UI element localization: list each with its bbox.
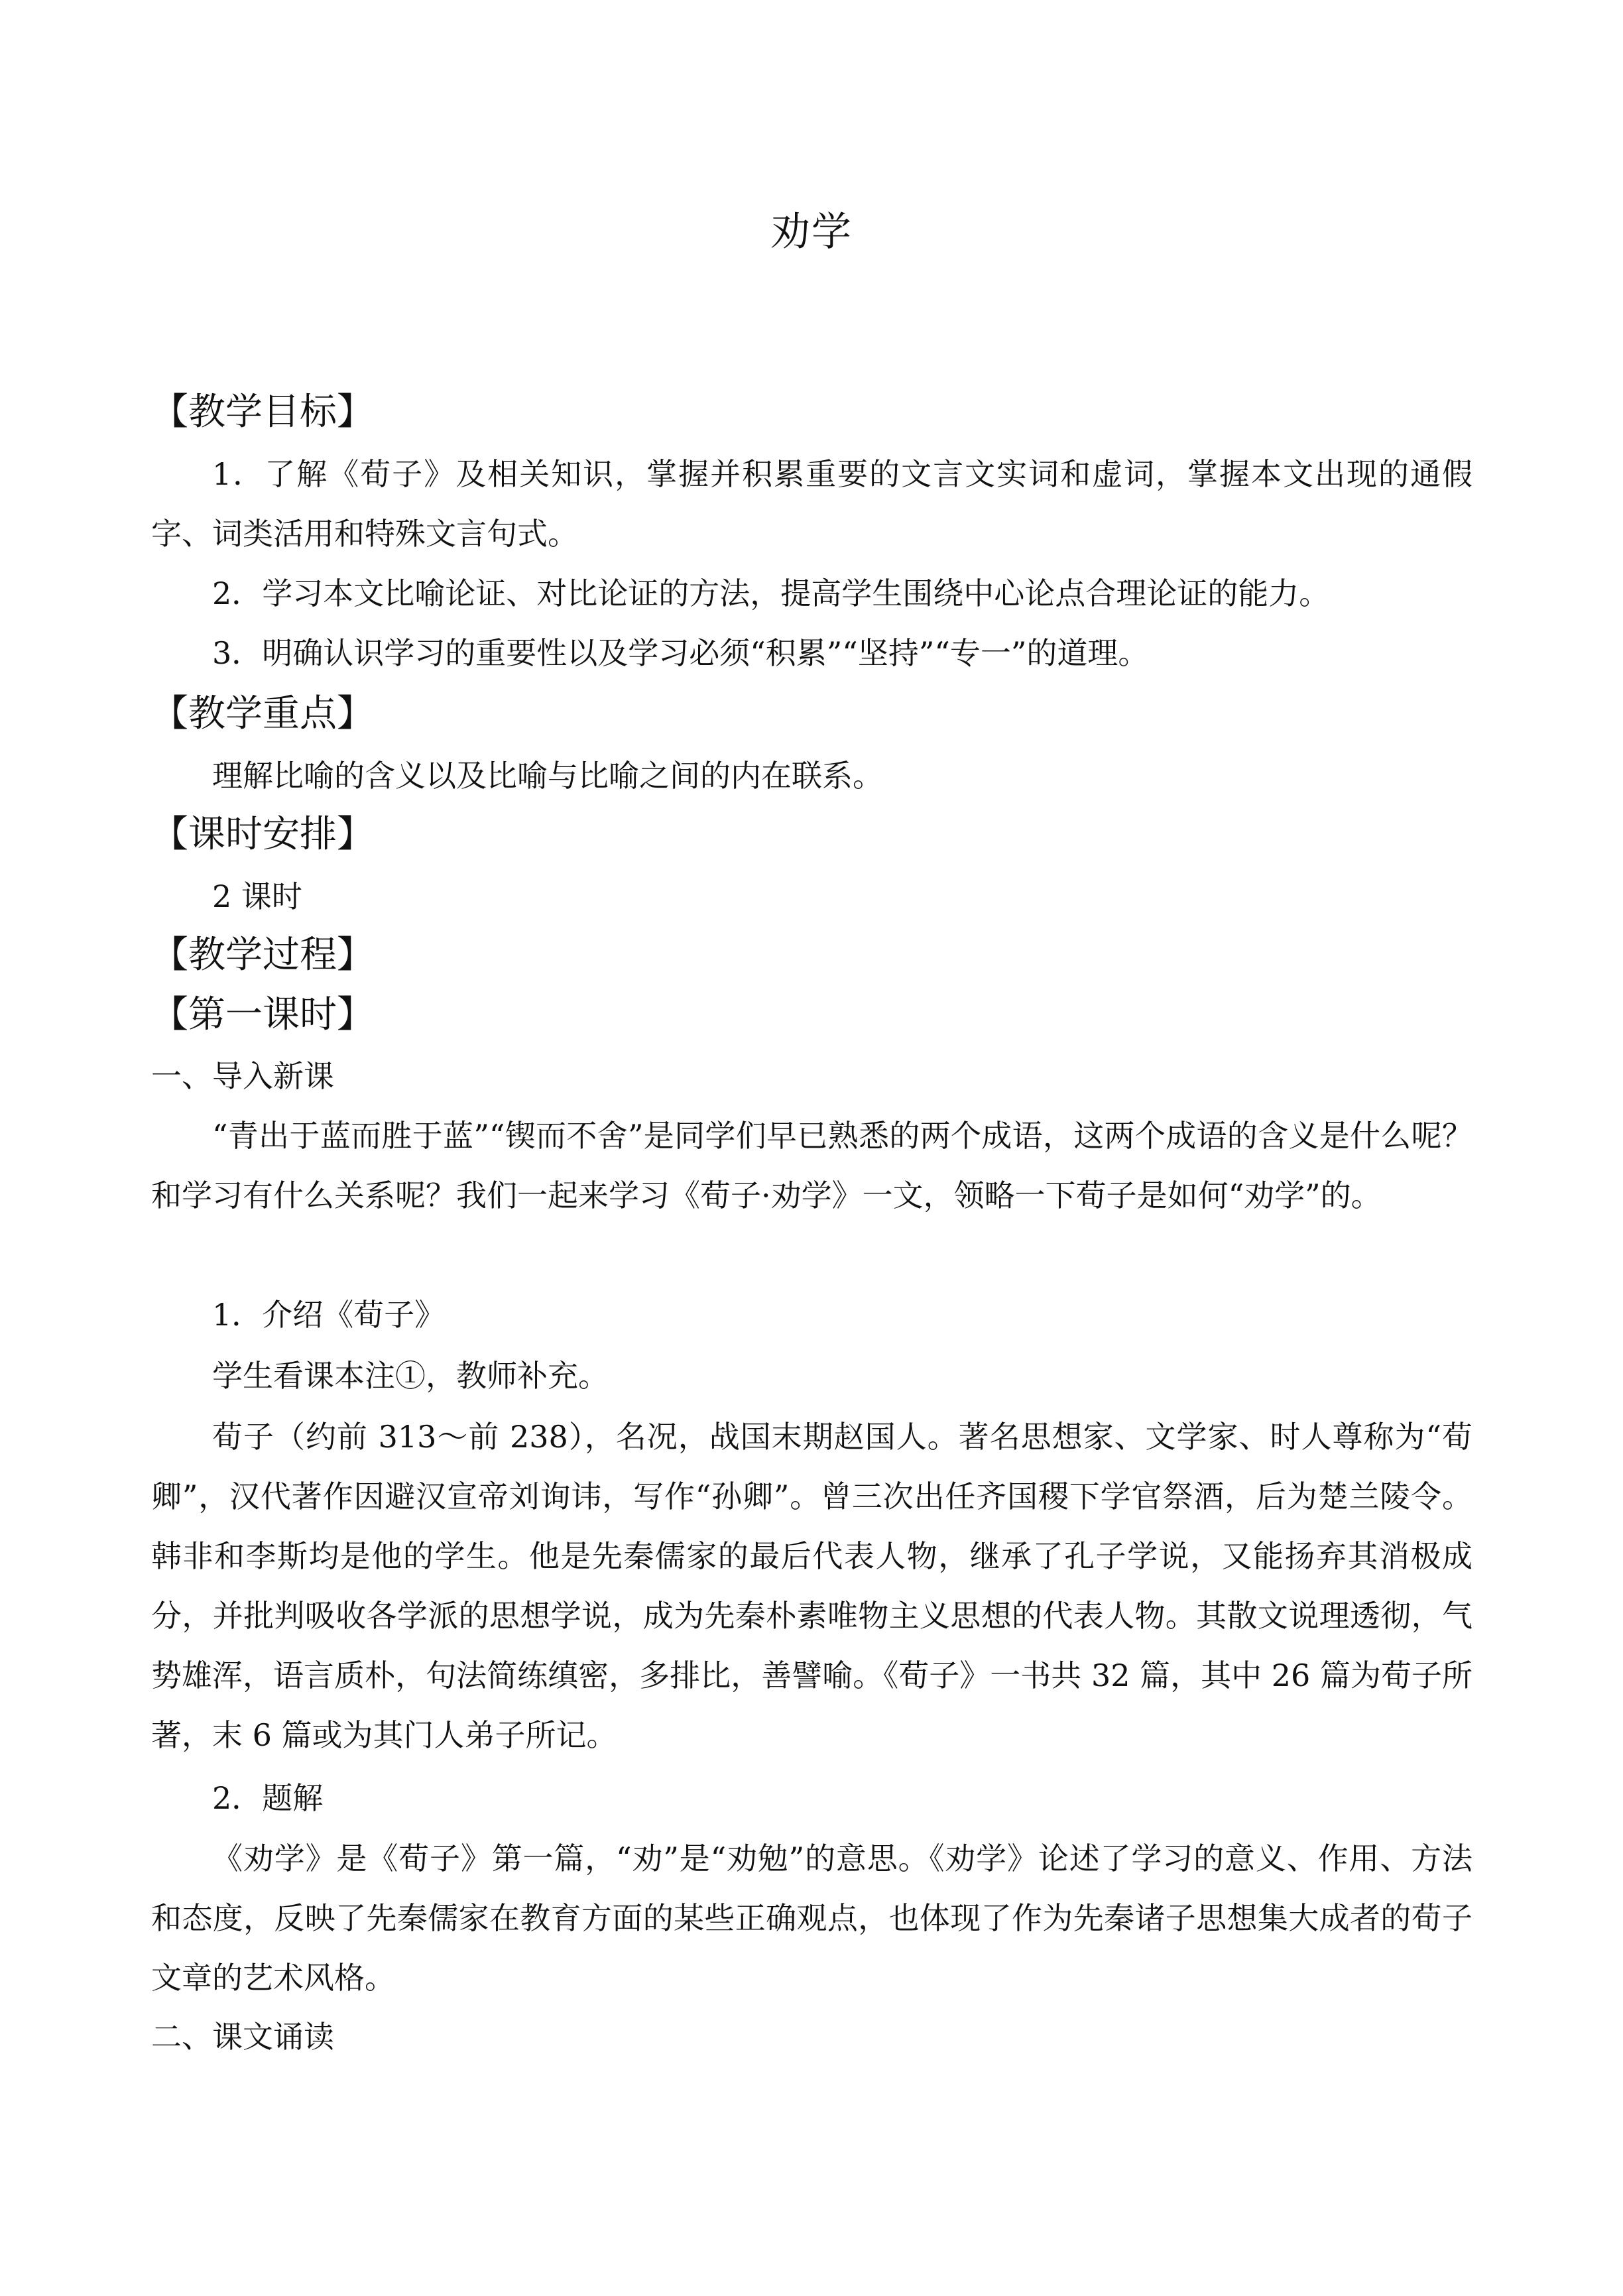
sub-2-text: 《劝学》是《荀子》第一篇，“劝”是“劝勉”的意思。《劝学》论述了学习的意义、作用、方法和态度，反映了先秦儒家在教育方面的某些正确观点，也体现了作为先秦诸子思想集大成者的荀子文章的艺术风格。 bbox=[151, 1841, 1473, 1996]
page-title: 劝学 bbox=[770, 209, 853, 255]
key-points-text: 理解比喻的含义以及比喻与比喻之间的内在联系。 bbox=[212, 758, 883, 794]
heading-objectives: 【教学目标】 bbox=[151, 391, 374, 434]
heading-key-points: 【教学重点】 bbox=[151, 692, 374, 735]
objective-1: 1．了解《荀子》及相关知识，掌握并积累重要的文言文实词和虚词，掌握本文出现的通假字、词类活用和特殊文言句式。 bbox=[151, 456, 1473, 552]
sub-1-text: 荀子（约前 313～前 238），名况，战国末期赵国人。著名思想家、文学家、时人尊称为“荀卿”，汉代著作因避汉宣帝刘询讳，写作“孙卿”。曾三次出任齐国稷下学官祭酒，后为楚兰陵令。韩非和李斯均是他的学生。他是先秦儒家的最后代表人物，继承了孔子学说，又能扬弃其消极成分，并批判吸收各学派的思想学说，成为先秦朴素唯物主义思想的代表人物。其散文说理透彻，气势雄浑，语言质朴，句法简练缜密，多排比，善譬喻。《荀子》一书共 32 篇，其中 26 篇为荀子所著，末 6 篇或为其门人弟子所记。 bbox=[151, 1419, 1473, 1753]
heading-schedule: 【课时安排】 bbox=[151, 813, 374, 856]
sub-1-note: 学生看课本注①，教师补充。 bbox=[212, 1358, 609, 1394]
section-2-title: 二、课文诵读 bbox=[151, 2019, 334, 2055]
sub-2-title: 2．题解 bbox=[212, 1780, 324, 1816]
heading-first-lesson: 【第一课时】 bbox=[151, 993, 374, 1036]
heading-process: 【教学过程】 bbox=[151, 934, 374, 977]
sub-1-title: 1．介绍《荀子》 bbox=[212, 1297, 446, 1333]
objective-3: 3．明确认识学习的重要性以及学习必须“积累”“坚持”“专一”的道理。 bbox=[212, 635, 1149, 671]
section-1-intro: “青出于蓝而胜于蓝”“锲而不舍”是同学们早已熟悉的两个成语，这两个成语的含义是什么呢？和学习有什么关系呢？我们一起来学习《荀子·劝学》一文，领略一下荀子是如何“劝学”的。 bbox=[151, 1118, 1473, 1213]
schedule-text: 2 课时 bbox=[212, 878, 302, 914]
section-1-title: 一、导入新课 bbox=[151, 1058, 334, 1094]
objective-2: 2．学习本文比喻论证、对比论证的方法，提高学生围绕中心论点合理论证的能力。 bbox=[212, 575, 1330, 611]
